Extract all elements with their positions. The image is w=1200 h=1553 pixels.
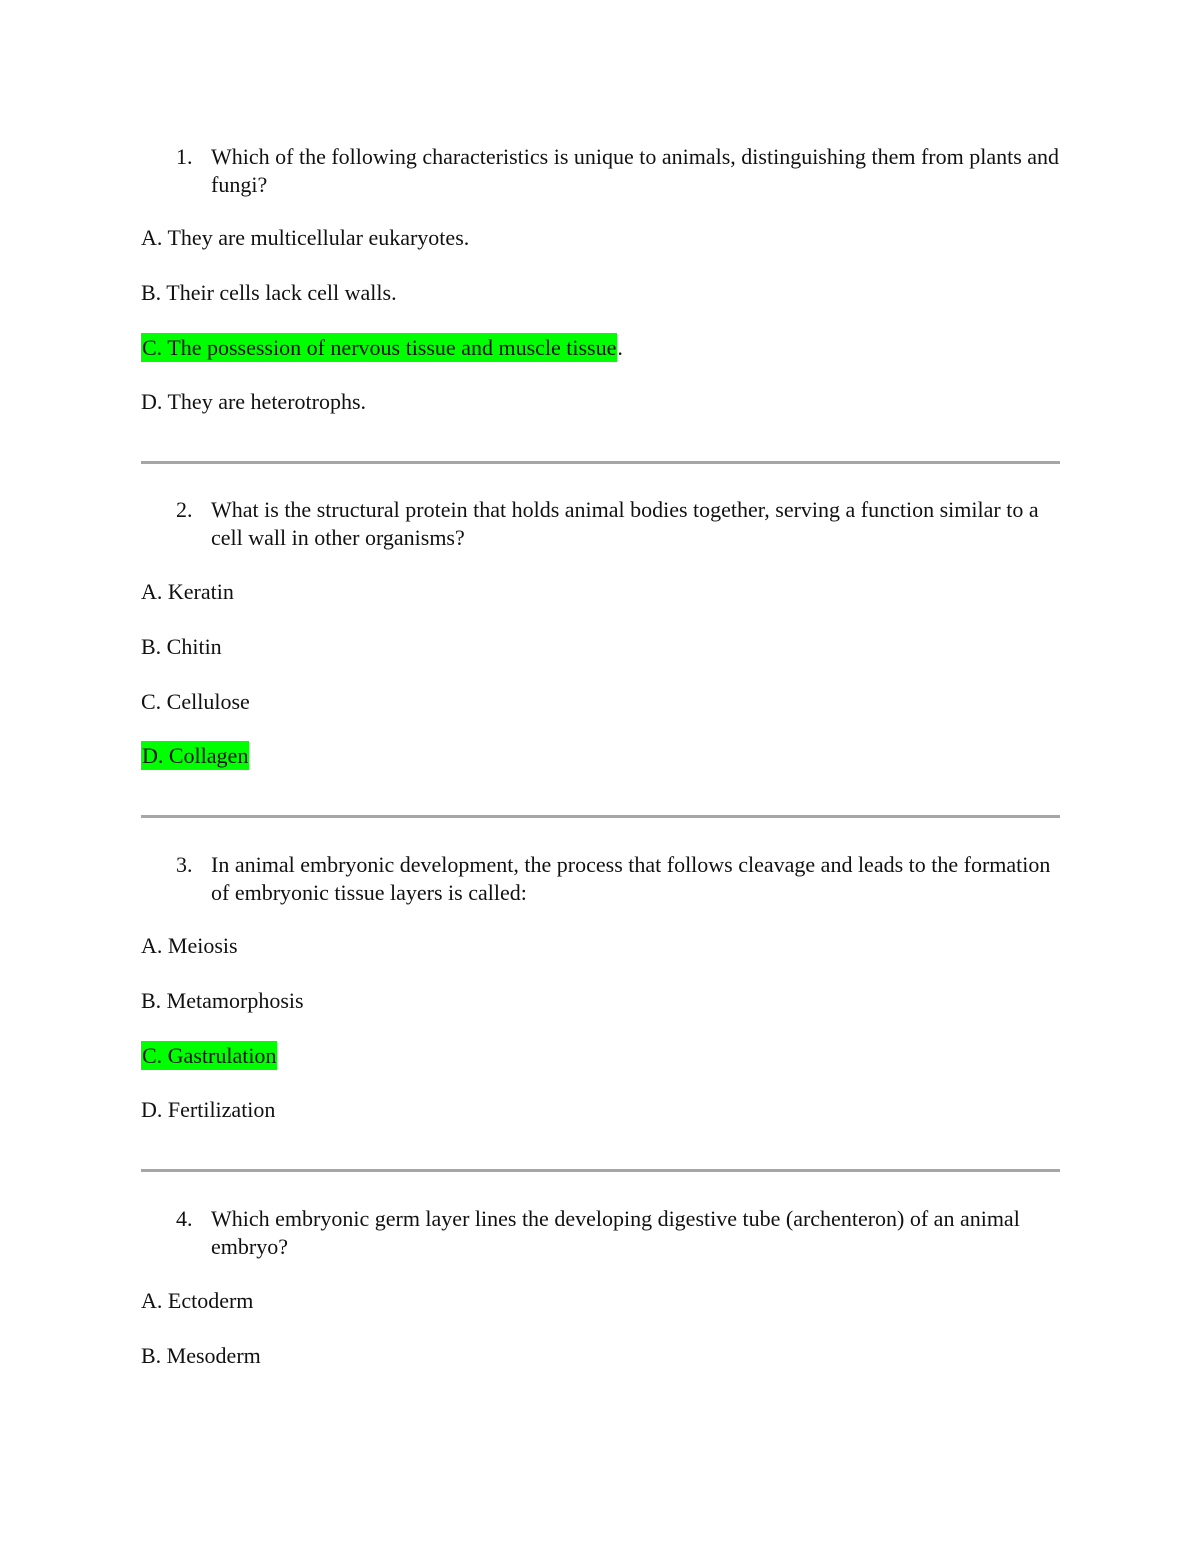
answer-option	[141, 1344, 261, 1368]
answer-option-highlighted-text: D. Collagen	[142, 743, 249, 768]
answer-option	[141, 1289, 253, 1313]
horizontal-rule	[141, 815, 1060, 818]
answer-option	[141, 989, 304, 1013]
question-text: In animal embryonic development, the process that follows cleavage and leads to the formation of embryonic tissue layers is called:	[211, 852, 1051, 905]
question-number: 4.	[176, 1206, 193, 1231]
answer-option-text: A. They are multicellular eukaryotes.	[141, 225, 470, 250]
answer-option-text: D. They are heterotrophs.	[141, 389, 367, 414]
answer-option-text: D. Fertilization	[141, 1097, 276, 1122]
question-number: 3.	[176, 852, 193, 877]
answer-option-correct	[141, 1044, 277, 1068]
answer-option-text: B. Chitin	[141, 634, 222, 659]
answer-option	[141, 690, 250, 714]
answer-option-trailing-punctuation: .	[617, 335, 623, 360]
answer-option	[141, 281, 397, 305]
answer-option-text: A. Meiosis	[141, 933, 238, 958]
answer-option-highlighted-text: C. Gastrulation	[142, 1043, 277, 1068]
answer-option	[141, 635, 222, 659]
question-text: What is the structural protein that holds animal bodies together, serving a function similar to a cell wall in other organisms?	[211, 497, 1039, 550]
answer-option	[141, 226, 469, 250]
horizontal-rule	[141, 1169, 1060, 1172]
answer-option-text: C. Cellulose	[141, 689, 250, 714]
answer-option	[141, 1098, 275, 1122]
question-number: 2.	[176, 497, 193, 522]
question-number: 1.	[176, 144, 193, 169]
question-text: Which embryonic germ layer lines the developing digestive tube (archenteron) of an animal embryo?	[211, 1206, 1020, 1259]
answer-option-text: A. Ectoderm	[141, 1288, 254, 1313]
answer-option-text: B. Mesoderm	[141, 1343, 261, 1368]
answer-option-highlighted-text: C. The possession of nervous tissue and muscle tissue	[142, 335, 617, 360]
answer-option	[141, 390, 366, 414]
answer-option	[141, 580, 234, 604]
answer-option-text: A. Keratin	[141, 579, 234, 604]
answer-option-correct	[141, 336, 623, 360]
answer-option-text: B. Their cells lack cell walls.	[141, 280, 397, 305]
answer-option-correct	[141, 744, 249, 768]
answer-option	[141, 934, 238, 958]
horizontal-rule	[141, 461, 1060, 464]
question-text: Which of the following characteristics is unique to animals, distinguishing them from plants and fungi?	[211, 144, 1060, 197]
answer-option-text: B. Metamorphosis	[141, 988, 304, 1013]
